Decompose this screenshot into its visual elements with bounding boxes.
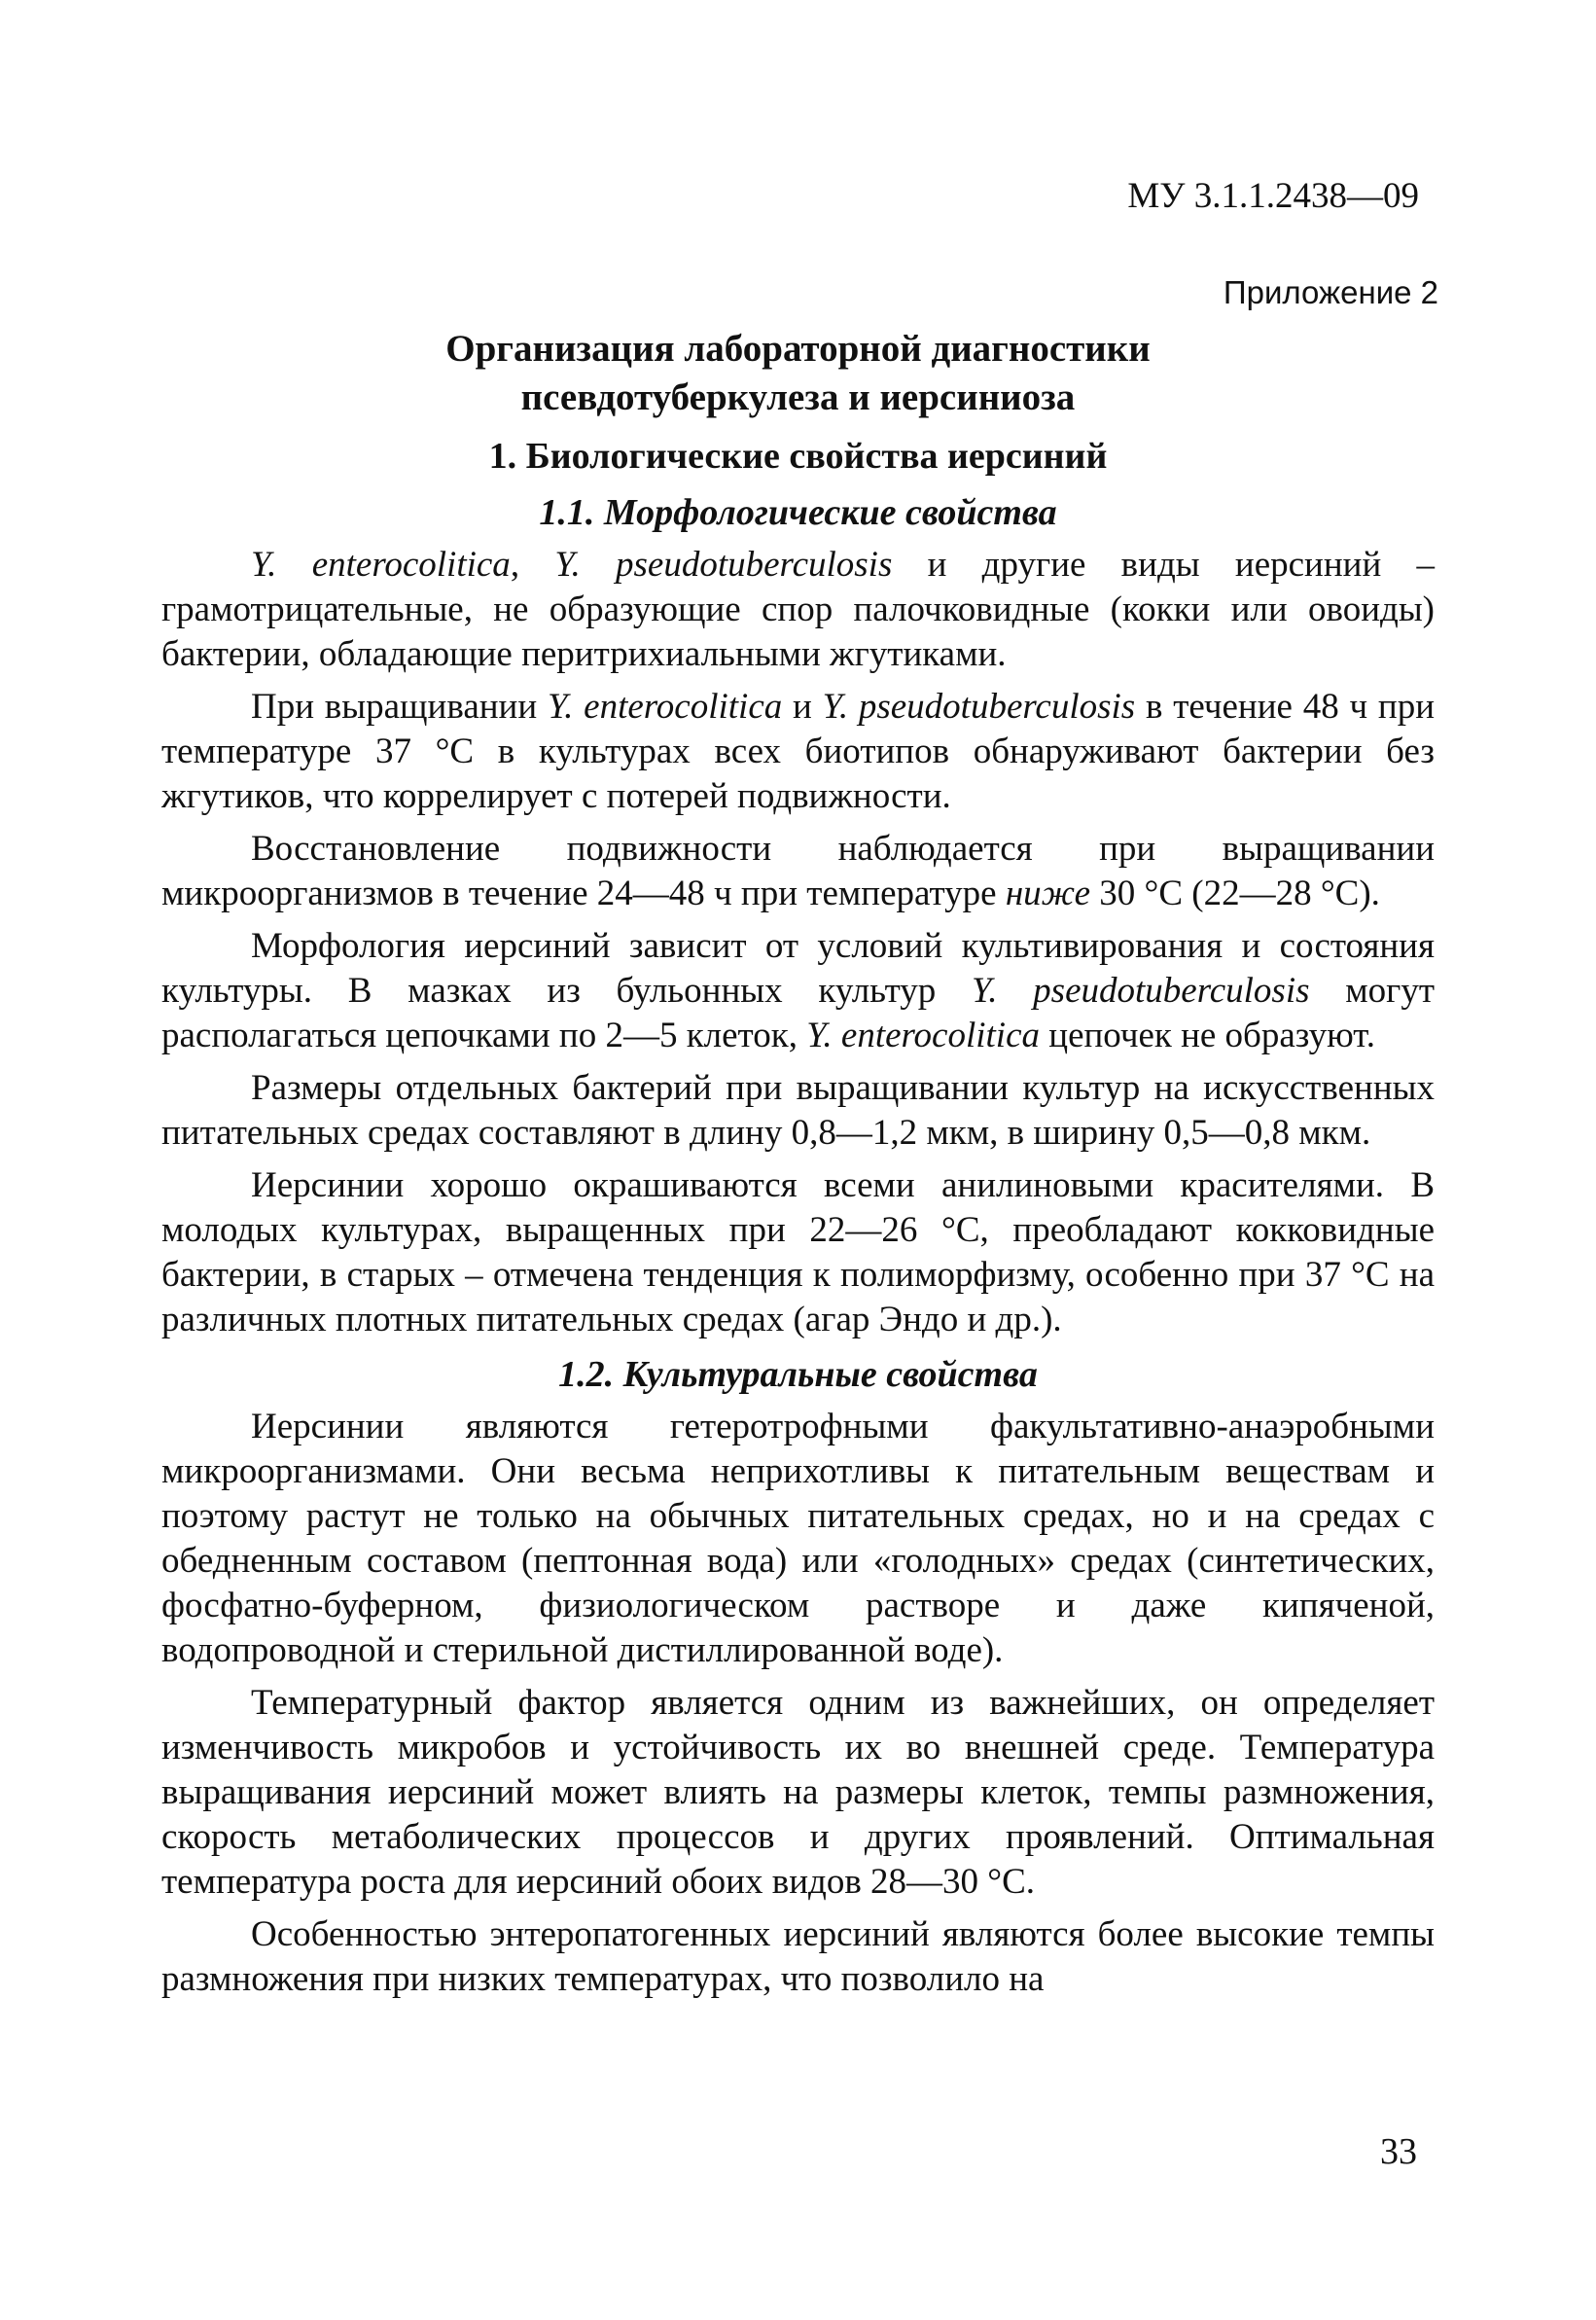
paragraph-culture-1: Иерсинии являются гетеротрофными факультативно-анаэробными микроорганизмами. Они весьма неприхотливы к питательным веществам и поэтому растут не только на обычных питательных средах, но и на средах с обедненным составом (пептонная вода) или «голодных» средах (синтетических, фосфатно-буферном, физиологическом растворе и даже кипяченой, водопроводной и стерильной дистиллированной воде). bbox=[161, 1407, 1435, 1670]
text-span: , bbox=[510, 545, 555, 585]
page-content bbox=[161, 325, 1435, 2010]
text-span: Морфология иерсиний зависит от условий культивирования и состояния культуры. В мазках из бульонных культур bbox=[161, 926, 1435, 1011]
page-title-line-1: Организация лабораторной диагностики bbox=[445, 328, 1151, 370]
text-span: 30 °С (22—28 °С). bbox=[1090, 874, 1380, 913]
page-number: 33 bbox=[1380, 2131, 1417, 2172]
text-span: Восстановление подвижности наблюдается при выращивании микроорганизмов в течение 24—48 ч при температуре bbox=[161, 829, 1435, 913]
paragraph-culture-3: Особенностью энтеропатогенных иерсиний являются более высокие темпы размножения при низких температурах, что позволило на bbox=[161, 1914, 1435, 1999]
page-title-line-2: псевдотуберкулеза и иерсиниоза bbox=[520, 376, 1076, 418]
paragraph-morphology-4 bbox=[161, 924, 1435, 1058]
text-span: цепочек не образуют. bbox=[1040, 1016, 1375, 1055]
species-name: Y. pseudotuberculosis bbox=[972, 971, 1310, 1011]
document-code: МУ 3.1.1.2438—09 bbox=[1127, 176, 1419, 216]
text-span: могут располагаться цепочками по 2—5 клеток, bbox=[161, 971, 1435, 1055]
emphasis: ниже bbox=[1005, 874, 1091, 913]
paragraph-morphology-1 bbox=[161, 543, 1435, 677]
text-span: и другие виды иерсиний – грамотрицательные, не образующие спор палочковидные (кокки или овоиды) бактерии, обладающие перитрихиальными жгутиками. bbox=[161, 545, 1436, 674]
section-1-1-heading: 1.1. Морфологические свойства bbox=[539, 492, 1057, 533]
species-name: Y. pseudotuberculosis bbox=[554, 545, 893, 585]
species-name: Y. enterocolitica bbox=[251, 545, 511, 585]
species-name: Y. enterocolitica bbox=[547, 687, 783, 727]
section-1-2-heading: 1.2. Культуральные свойства bbox=[558, 1354, 1038, 1395]
paragraph-culture-2: Температурный фактор является одним из важнейших, он определяет изменчивость микробов и устойчивость их во внешней среде. Температура выращивания иерсиний может влиять на размеры клеток, темпы размножения, скорость метаболических процессов и других проявлений. Оптимальная температура роста для иерсиний обоих видов 28—30 °С. bbox=[161, 1683, 1435, 1902]
text-span: При выращивании bbox=[251, 687, 548, 727]
species-name: Y. pseudotuberculosis bbox=[822, 687, 1136, 727]
text-span: и bbox=[782, 687, 823, 727]
paragraph-morphology-2 bbox=[161, 685, 1435, 819]
appendix-label: Приложение 2 bbox=[1223, 274, 1438, 310]
paragraph-morphology-5: Размеры отдельных бактерий при выращивании культур на искусственных питательных средах составляют в длину 0,8—1,2 мкм, в ширину 0,5—0,8 мкм. bbox=[161, 1068, 1435, 1153]
paragraph-morphology-3 bbox=[161, 827, 1435, 916]
species-name: Y. enterocolitica bbox=[806, 1016, 1041, 1055]
paragraph-morphology-6: Иерсинии хорошо окрашиваются всеми анилиновыми красителями. В молодых культурах, выращенных при 22—26 °С, преобладают кокковидные бактерии, в старых – отмечена тенденция к полиморфизму, особенно при 37 °С на различных плотных питательных средах (агар Эндо и др.). bbox=[161, 1165, 1435, 1339]
page-title bbox=[161, 325, 1435, 422]
section-1-heading: 1. Биологические свойства иерсиний bbox=[488, 436, 1108, 477]
text-span: в течение 48 ч при температуре 37 °С в культурах всех биотипов обнаруживают бактерии без жгутиков, что коррелирует с потерей подвижности. bbox=[161, 687, 1435, 816]
